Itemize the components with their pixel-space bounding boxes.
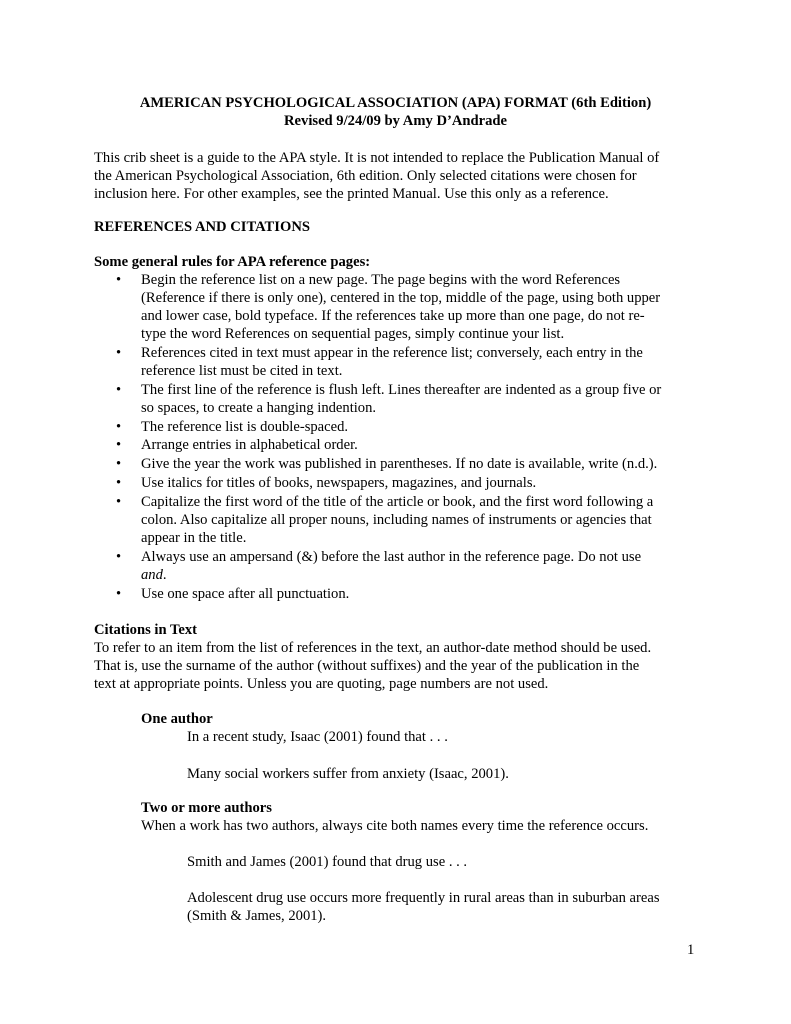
list-item: [141, 566, 167, 584]
page-number: 1: [687, 942, 695, 958]
example-line: Adolescent drug use occurs more frequently in rural areas than in suburban areas: [187, 890, 660, 906]
bullet-icon: •: [116, 494, 122, 510]
doc-subtitle: Revised 9/24/09 by Amy D’Andrade: [284, 113, 507, 129]
example-line: Many social workers suffer from anxiety (Isaac, 2001).: [187, 766, 509, 782]
doc-title: AMERICAN PSYCHOLOGICAL ASSOCIATION (APA) FORMAT (6th Edition): [139, 95, 652, 111]
intro-line: the American Psychological Association, 6th edition. Only selected citations were chosen for: [94, 168, 637, 184]
list-item: Use one space after all punctuation.: [141, 586, 350, 602]
intro-line: inclusion here. For other examples, see the printed Manual. Use this only as a reference.: [94, 186, 609, 202]
list-item: Use italics for titles of books, newspapers, magazines, and journals.: [141, 475, 537, 491]
list-item: so spaces, to create a hanging indention.: [141, 400, 377, 416]
bullet-icon: •: [116, 586, 122, 602]
list-item: type the word References on sequential pages, simply continue your list.: [141, 326, 565, 342]
bullet-icon: •: [116, 382, 122, 398]
list-item: and lower case, bold typeface. If the references take up more than one page, do not re-: [141, 308, 645, 324]
two-authors-desc: When a work has two authors, always cite both names every time the reference occurs.: [141, 818, 649, 834]
list-item: Give the year the work was published in parentheses. If no date is available, write (n.d.).: [141, 456, 658, 472]
italic-and: and: [141, 567, 163, 583]
list-item: Always use an ampersand (&) before the last author in the reference page. Do not use: [141, 549, 642, 565]
bullet-icon: •: [116, 437, 122, 453]
list-item: Capitalize the first word of the title of the article or book, and the first word following a: [141, 494, 654, 510]
citations-heading: Citations in Text: [94, 622, 197, 638]
list-item: Begin the reference list on a new page. The page begins with the word References: [141, 272, 621, 288]
one-author-heading: One author: [141, 711, 213, 727]
intro-line: This crib sheet is a guide to the APA style. It is not intended to replace the Publication Manual of: [94, 150, 660, 166]
rules-heading: Some general rules for APA reference pages:: [94, 254, 371, 270]
bullet-icon: •: [116, 456, 122, 472]
bullet-icon: •: [116, 345, 122, 361]
bullet-icon: •: [116, 419, 122, 435]
list-item: The reference list is double-spaced.: [141, 419, 349, 435]
list-item: colon. Also capitalize all proper nouns, including names of instruments or agencies that: [141, 512, 652, 528]
section-heading: REFERENCES AND CITATIONS: [94, 219, 310, 235]
bullet-icon: •: [116, 475, 122, 491]
list-item: appear in the title.: [141, 530, 247, 546]
example-line: In a recent study, Isaac (2001) found that . . .: [187, 729, 448, 745]
bullet-icon: •: [116, 549, 122, 565]
list-item: Arrange entries in alphabetical order.: [141, 437, 358, 453]
two-authors-heading: Two or more authors: [141, 800, 272, 816]
list-item: References cited in text must appear in the reference list; conversely, each entry in the: [141, 345, 643, 361]
list-item: (Reference if there is only one), centered in the top, middle of the page, using both upper: [141, 290, 661, 306]
citations-line: That is, use the surname of the author (without suffixes) and the year of the publication in the: [94, 658, 640, 674]
citations-line: text at appropriate points. Unless you are quoting, page numbers are not used.: [94, 676, 549, 692]
list-item: reference list must be cited in text.: [141, 363, 343, 379]
bullet-icon: •: [116, 272, 122, 288]
example-line: Smith and James (2001) found that drug use . . .: [187, 854, 468, 870]
period: .: [162, 567, 167, 583]
example-line: (Smith & James, 2001).: [187, 908, 327, 924]
list-item: The first line of the reference is flush left. Lines thereafter are indented as a group five or: [141, 382, 662, 398]
citations-line: To refer to an item from the list of references in the text, an author-date method should be used.: [94, 640, 652, 656]
